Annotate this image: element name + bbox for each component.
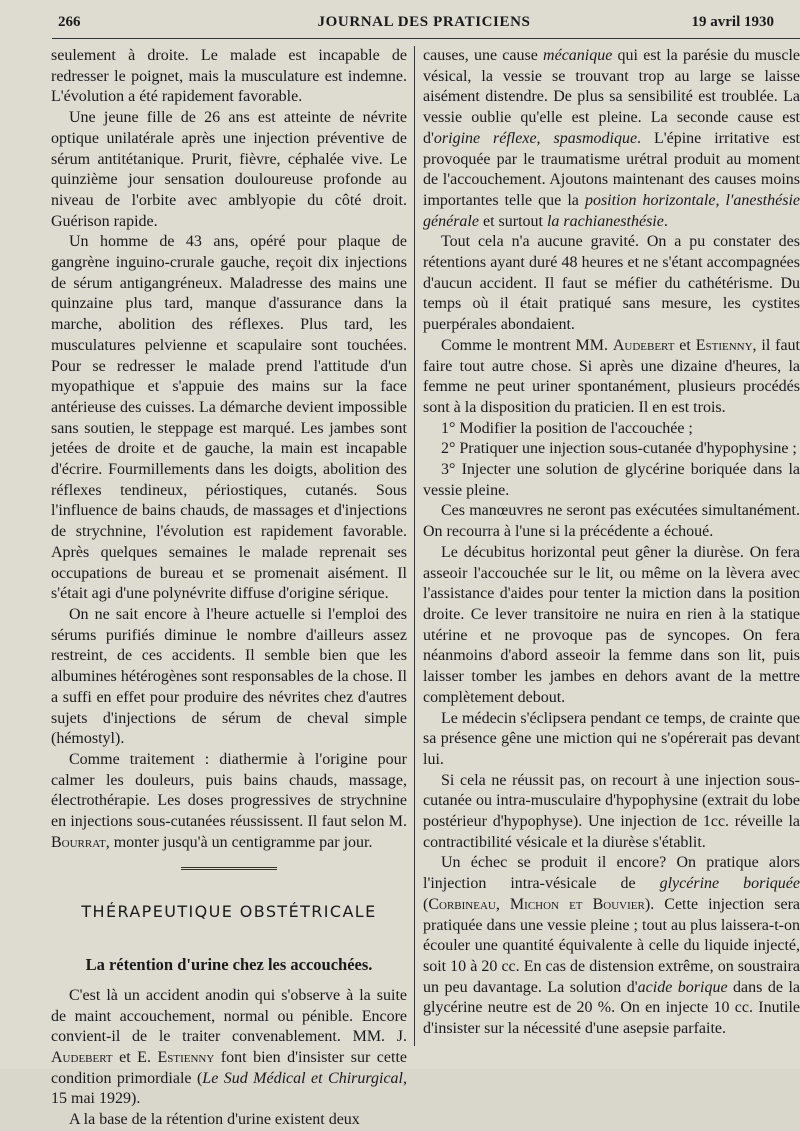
emphasis: mécanique xyxy=(543,47,613,64)
paragraph: Un homme de 43 ans, opéré pour plaque de gangrène inguino-crurale gauche, reçoit dix injections de sérum antigangréneux. Maladresse des mains une quinzaine plus tard, manque d'assurance dans la marche, abolition des réflexes. Plus tard, les musculatures pelvienne et scapulaire sont touchées. Pour se redresser le malade prend l'attitude d'un myopathique et s'appuie des mains sur la face antérieuse des cuisses. La démarche devient impossible sans soutien, le steppage est marqué. Les jambes sont jetées de droite et de gauche, la main est incapable d'écrire. Fourmillements dans les doigts, abolition des réflexes tendineux, périostiques, cutanés. Sous l'influence de bains chauds, de massages et d'injections de strychnine, l'évolution est rapidement favorable. Après quelques semaines le malade reprenait ses occupations de bureau et se promenait aisément. Il s'était agi d'une polynévrite diffuse d'origine sérique. xyxy=(51,233,407,603)
emphasis: glycérine boriquée xyxy=(659,875,800,893)
author-name: Bourrat xyxy=(51,833,106,851)
paragraph: seulement à droite. Le malade est incapable de redresser le poignet, mais la musculature est indemne. L'évolution a été rapidement favorable. xyxy=(51,47,407,106)
emphasis: origine réflexe, spasmodique xyxy=(433,129,638,147)
section-separator xyxy=(181,867,277,872)
emphasis: position horizontale, l'anesthésie générale xyxy=(423,191,800,230)
list-item: 2° Pratiquer une injection sous-cutanée d'hypophysine ; xyxy=(441,440,797,458)
paragraph: Ces manœuvres ne seront pas exécutées simultanément. On recourra à l'une si la précédente a échoué. xyxy=(423,502,800,541)
paragraph: Tout cela n'a aucune gravité. On a pu constater des rétentions ayant duré 48 heures et ne s'étant accompagnées d'aucun accident. Il faut se méfier du cathétérisme. Du temps où il était pratiqué sans mesure, les cystites puerpérales abondaient. xyxy=(423,233,800,334)
author-name: Estienny xyxy=(695,336,753,354)
paragraph xyxy=(423,336,800,419)
paragraph: Si cela ne réussit pas, on recourt à une injection sous-cutanée ou intra-musculaire d'hypophysine (extrait du lobe postérieur d'hypophyse). Une injection de 1cc. réveille la contractibilité vésicale et la diurèse s'établit. xyxy=(423,771,800,851)
text-run: et xyxy=(674,336,696,354)
paragraph: Le médecin s'éclipsera pendant ce temps, de crainte que sa présence gêne une miction qui ne s'opérerait pas devant lui. xyxy=(423,709,800,768)
text-run: causes, une cause xyxy=(423,47,544,64)
issue-date: 19 avril 1930 xyxy=(691,14,774,30)
section-title: THÉRAPEUTIQUE OBSTÉTRICALE xyxy=(81,902,377,922)
paragraph xyxy=(51,750,407,854)
text-run: Comme le montrent MM. xyxy=(441,336,613,354)
author-names: Corbineau, Michon et Bouvier xyxy=(428,895,645,913)
journal-reference: Le Sud Médical et Chirurgical xyxy=(202,1069,404,1087)
text-run: font bien d'insister sur cette condition primordiale ( xyxy=(51,1048,407,1087)
page-header xyxy=(58,12,790,36)
text-run: C'est là un accident anodin qui s'observe à la suite de maint accouchement, normal ou pénible. Encore convient-il de le traiter convenablement. MM. J. xyxy=(51,986,407,1046)
paragraph xyxy=(51,986,407,1110)
right-column xyxy=(423,46,800,1040)
text-run: . xyxy=(663,212,668,230)
text-run: , monter jusqu'à un centigramme par jour. xyxy=(105,833,373,851)
header-rule xyxy=(52,38,800,39)
emphasis: acide borique xyxy=(637,978,728,996)
text-run: . L'épine irritative est provoquée par le traumatisme urétral produit au moment de l'accouchement. Ajoutons maintenant des causes moins importantes telle que la xyxy=(423,129,800,209)
paragraph xyxy=(423,853,800,1039)
text-run: ). Cette injection sera pratiquée dans une vessie pleine ; tout au plus laissera-t-on écouler une quantité équivalente à celle du liquide injecté, soit 10 à 20 cc. En cas de distension extrême, on soustraira un peu davantage. La solution d' xyxy=(423,895,800,996)
list-item: 1° Modifier la position de l'accouchée ; xyxy=(441,419,693,437)
text-run: Comme traitement : diathermie à l'origine pour calmer les douleurs, puis bains chauds, massage, électrothérapie. Les doses progressives de strychnine en injections sous-cutanées réussissent. Il faut selon M. xyxy=(51,750,407,831)
paragraph: A la base de la rétention d'urine existent deux xyxy=(69,1111,360,1129)
author-name: Audebert xyxy=(612,336,675,354)
text-run: , il faut faire tout autre chose. Si après une dizaine d'heures, la femme ne peut uriner spontanément, plusieurs procédés sont à la disposition du praticien. Il en est trois. xyxy=(423,336,800,416)
article-title: La rétention d'urine chez les accouchées. xyxy=(85,955,373,975)
author-name: Audebert xyxy=(51,1048,113,1066)
journal-title: JOURNAL DES PRATICIENS xyxy=(317,14,531,30)
column-divider xyxy=(414,46,415,1046)
text-run: ( xyxy=(423,895,429,913)
page-number: 266 xyxy=(58,14,81,30)
emphasis: la rachianesthésie xyxy=(546,212,664,230)
paragraph xyxy=(423,46,800,232)
text-run: et surtout xyxy=(478,212,547,230)
paragraph: Une jeune fille de 26 ans est atteinte de névrite optique unilatérale après une injection préventive de sérum antitétanique. Prurit, fièvre, céphalée vive. Le quinzième jour sensation douloureuse profonde au niveau de l'orbite avec amblyopie du côté droit. Guérison rapide. xyxy=(51,109,407,230)
text-run: qui est la parésie du muscle vésical, la vessie se trouvant trop au large se laisse aisément distendre. De plus sa sensibilité est troublée. La vessie oublie qu'elle est pleine. La seconde cause est d' xyxy=(423,47,800,147)
text-run: dans de la glycérine neutre est de 20 %. On en injecte 10 cc. Inutile d'insister sur la nécessité d'une asepsie parfaite. xyxy=(423,978,800,1038)
text-run: Un échec se produit il encore? On pratique alors l'injection intra-vésicale de xyxy=(423,854,800,893)
paragraph: On ne sait encore à l'heure actuelle si l'emploi des sérums purifiés diminue le nombre d'ailleurs assez restreint, de ces accidents. Il semble bien que les albumines hétérogènes sont responsables de la chose. Il a suffi en effet pour produire des névrites chez d'autres sujets d'injections de sérum de cheval simple (hémostyl). xyxy=(51,605,407,748)
text-run: et E. xyxy=(112,1048,158,1066)
author-name: Estienny xyxy=(157,1048,215,1066)
list-item: 3° Injecter une solution de glycérine boriquée dans la vessie pleine. xyxy=(423,461,800,499)
left-column xyxy=(51,46,407,1131)
paragraph: Le décubitus horizontal peut gêner la diurèse. On fera asseoir l'accouchée sur le lit, ou même on la lèvera avec l'assistance d'aides pour tenter la miction dans la position droite. Ce lever transitoire ne nuira en rien à la statique utérine et ne provoque pas de syncopes. On fera néanmoins d'abord asseoir la femme dans son lit, puis laisser tomber les jambes en dehors avant de la mettre complètement debout. xyxy=(423,543,800,706)
text-run: , 15 mai 1929). xyxy=(51,1069,408,1108)
